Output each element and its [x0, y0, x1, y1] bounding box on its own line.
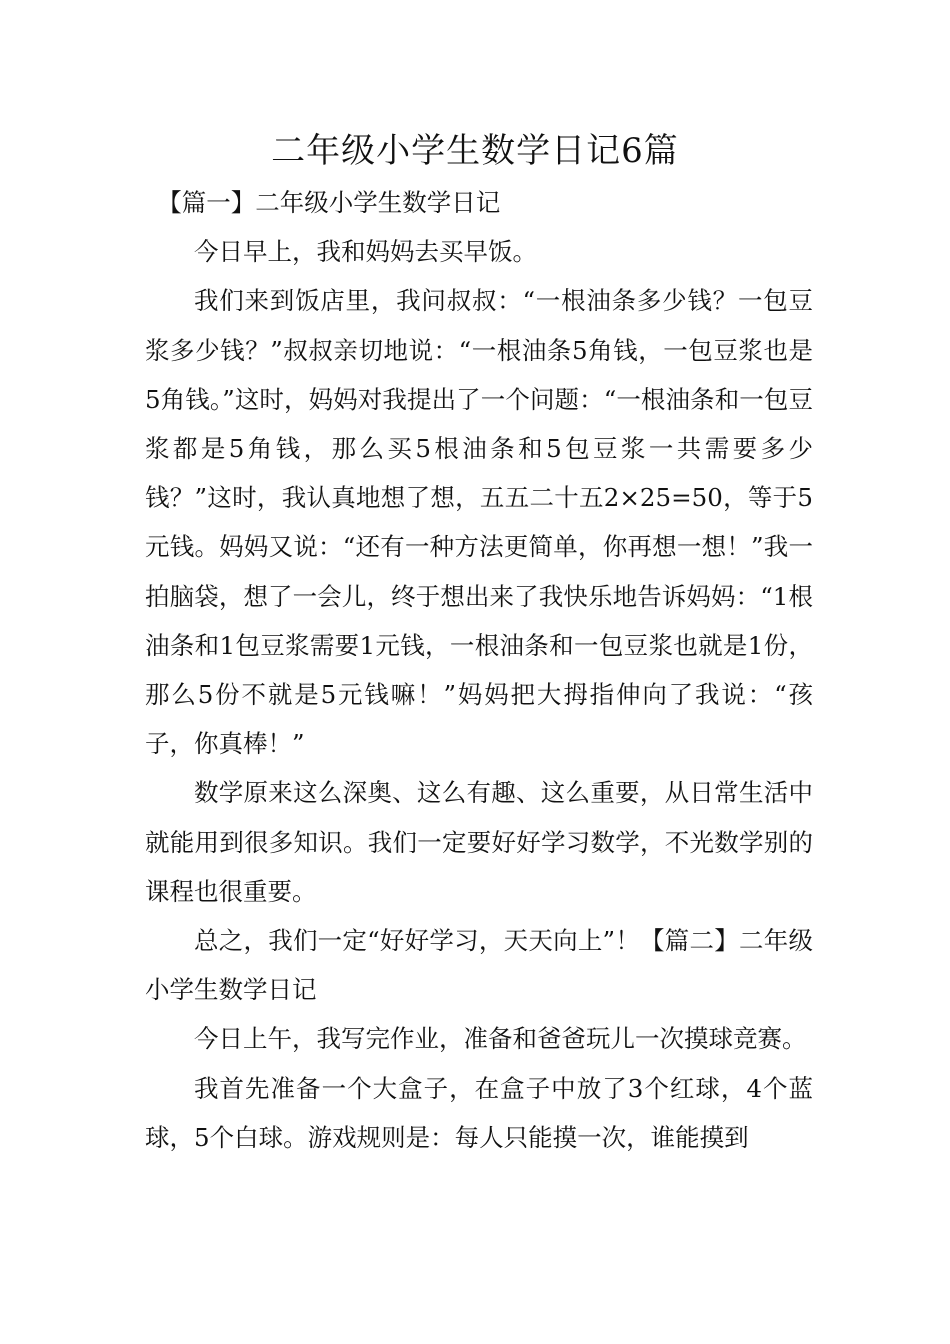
paragraph: 今日上午，我写完作业，准备和爸爸玩儿一次摸球竞赛。: [194, 1024, 807, 1054]
paragraph: 总之，我们一定“好好学习，天天向上”！【篇二】二年级小学生数学日记: [145, 926, 813, 1005]
paragraph: 我首先准备一个大盒子，在盒子中放了3个红球，4个蓝球，5个白球。游戏规则是：每人只能摸一次，谁能摸到: [145, 1073, 813, 1152]
document-body: [145, 178, 813, 1162]
paragraph: 我们来到饭店里，我问叔叔：“一根油条多少钱？一包豆浆多少钱？”叔叔亲切地说：“一根油条5角钱，一包豆浆也是5角钱。”这时，妈妈对我提出了一个问题：“一根油条和一包豆浆都是5角钱，那么买5根油条和5包豆浆一共需要多少钱？”这时，我认真地想了想，五五二十五2×25=50，等于5元钱。妈妈又说：“还有一种方法更简单，你再想一想！”我一拍脑袋，想了一会儿，终于想出来了我快乐地告诉妈妈：“1根油条和1包豆浆需要1元钱，一根油条和一包豆浆也就是1份，那么5份不就是5元钱嘛！”妈妈把大拇指伸向了我说：“孩子，你真棒！”: [145, 286, 813, 759]
paragraph: 数学原来这么深奥、这么有趣、这么重要，从日常生活中就能用到很多知识。我们一定要好好学习数学，不光数学别的课程也很重要。: [145, 778, 813, 906]
document-title: 二年级小学生数学日记6篇: [271, 131, 679, 171]
paragraph: 今日早上，我和妈妈去买早饭。: [194, 237, 537, 267]
section-heading-1: 【篇一】二年级小学生数学日记: [157, 188, 501, 217]
